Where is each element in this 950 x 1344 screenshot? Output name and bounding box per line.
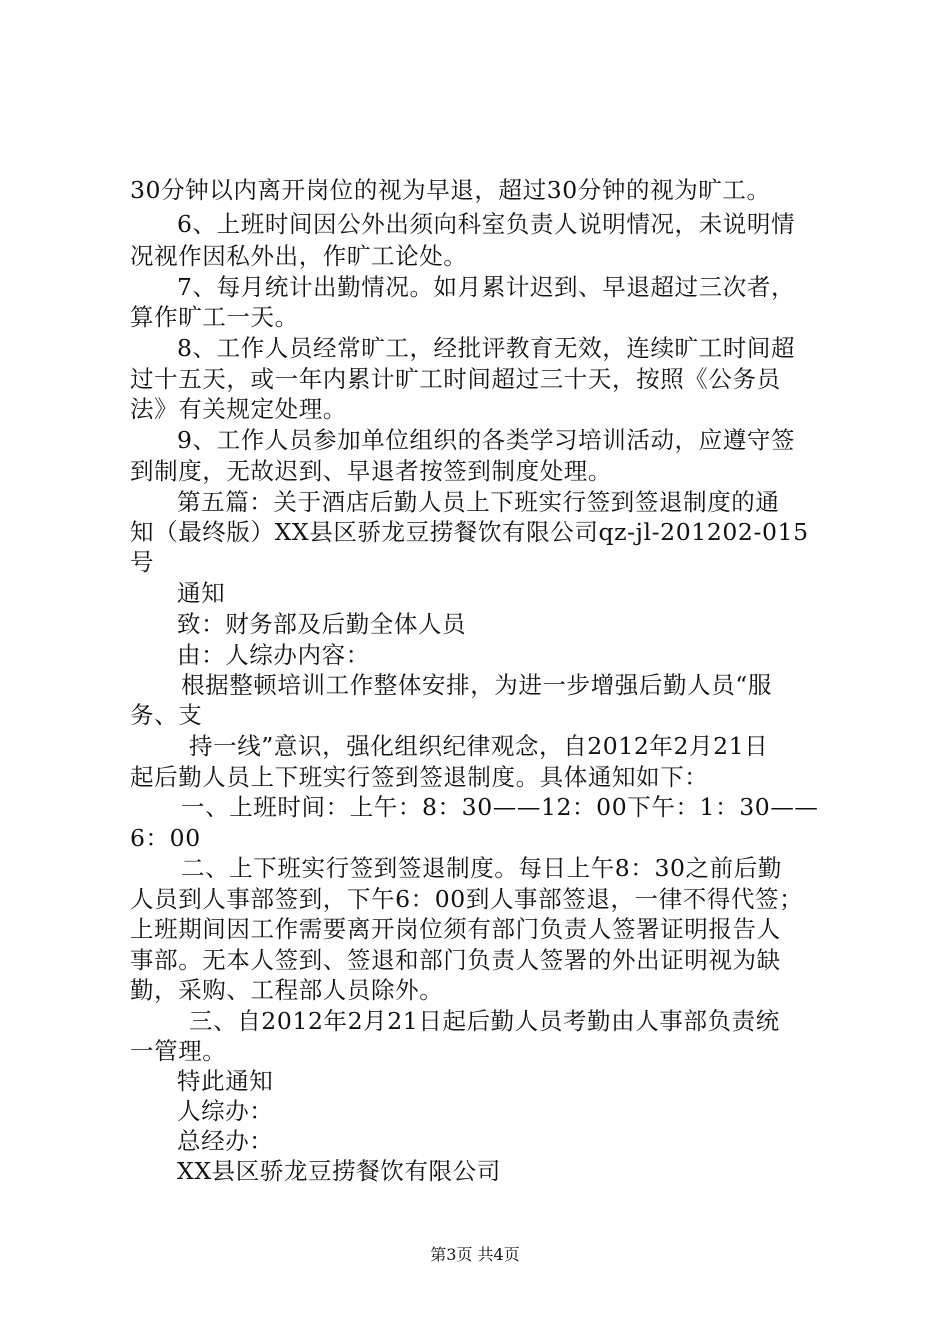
text-line: 一、上班时间：上午：8：30——12：00下午：1：30—— (181, 793, 819, 821)
signature-line: 人综办： (177, 1097, 274, 1125)
section-heading-line: 第五篇：关于酒店后勤人员上下班实行签到签退制度的通 (177, 488, 780, 516)
text-line: 三、自2012年2月21日起后勤人员考勤由人事部负责统 (189, 1007, 780, 1035)
section-heading-line: 知（最终版）XX县区骄龙豆捞餐饮有限公司qz-jl-201202-015 (130, 518, 809, 546)
text-line: 根据整顿培训工作整体安排，为进一步增强后勤人员“服 (181, 671, 773, 699)
notice-recipient: 致：财务部及后勤全体人员 (177, 610, 467, 638)
text-line: 6：00 (130, 824, 201, 852)
notice-title: 通知 (177, 579, 226, 607)
company-name: XX县区骄龙豆捞餐饮有限公司 (177, 1157, 501, 1185)
text-line: 上班期间因工作需要离开岗位须有部门负责人签署证明报告人 (130, 915, 781, 943)
text-line: 到制度，无故迟到、早退者按签到制度处理。 (130, 457, 612, 485)
text-line: 勤，采购、工程部人员除外。 (130, 976, 444, 1004)
text-line: 6、上班时间因公外出须向科室负责人说明情况，未说明情 (177, 210, 796, 238)
text-line: 二、上下班实行签到签退制度。每日上午8：30之前后勤 (181, 854, 782, 882)
text-line: 人员到人事部签到，下午6：00到人事部签退，一律不得代签； (130, 885, 804, 913)
text-line: 一管理。 (130, 1037, 227, 1065)
notice-sender: 由：人综办内容： (177, 641, 370, 669)
text-line: 8、工作人员经常旷工，经批评教育无效，连续旷工时间超 (177, 334, 796, 362)
page-number-footer: 第3页 共4页 (430, 1245, 520, 1264)
text-line: 30分钟以内离开岗位的视为早退，超过30分钟的视为旷工。 (130, 176, 771, 204)
text-line: 过十五天，或一年内累计旷工时间超过三十天，按照《公务员 (130, 365, 781, 393)
closing-line: 特此通知 (177, 1067, 274, 1095)
text-line: 务、支 (130, 701, 203, 729)
text-line: 法》有关规定处理。 (130, 395, 347, 423)
text-line: 7、每月统计出勤情况。如月累计迟到、早退超过三次者， (177, 273, 796, 301)
text-line: 算作旷工一天。 (130, 303, 299, 331)
signature-line: 总经办： (177, 1127, 274, 1155)
text-line: 事部。无本人签到、签退和部门负责人签署的外出证明视为缺 (130, 946, 781, 974)
section-heading-line: 号 (130, 548, 155, 576)
text-line: 持一线”意识，强化组织纪律观念，自2012年2月21日 (189, 732, 769, 760)
text-line: 9、工作人员参加单位组织的各类学习培训活动，应遵守签 (177, 426, 796, 454)
text-line: 起后勤人员上下班实行签到签退制度。具体通知如下： (130, 763, 709, 791)
text-line: 况视作因私外出，作旷工论处。 (130, 242, 468, 270)
